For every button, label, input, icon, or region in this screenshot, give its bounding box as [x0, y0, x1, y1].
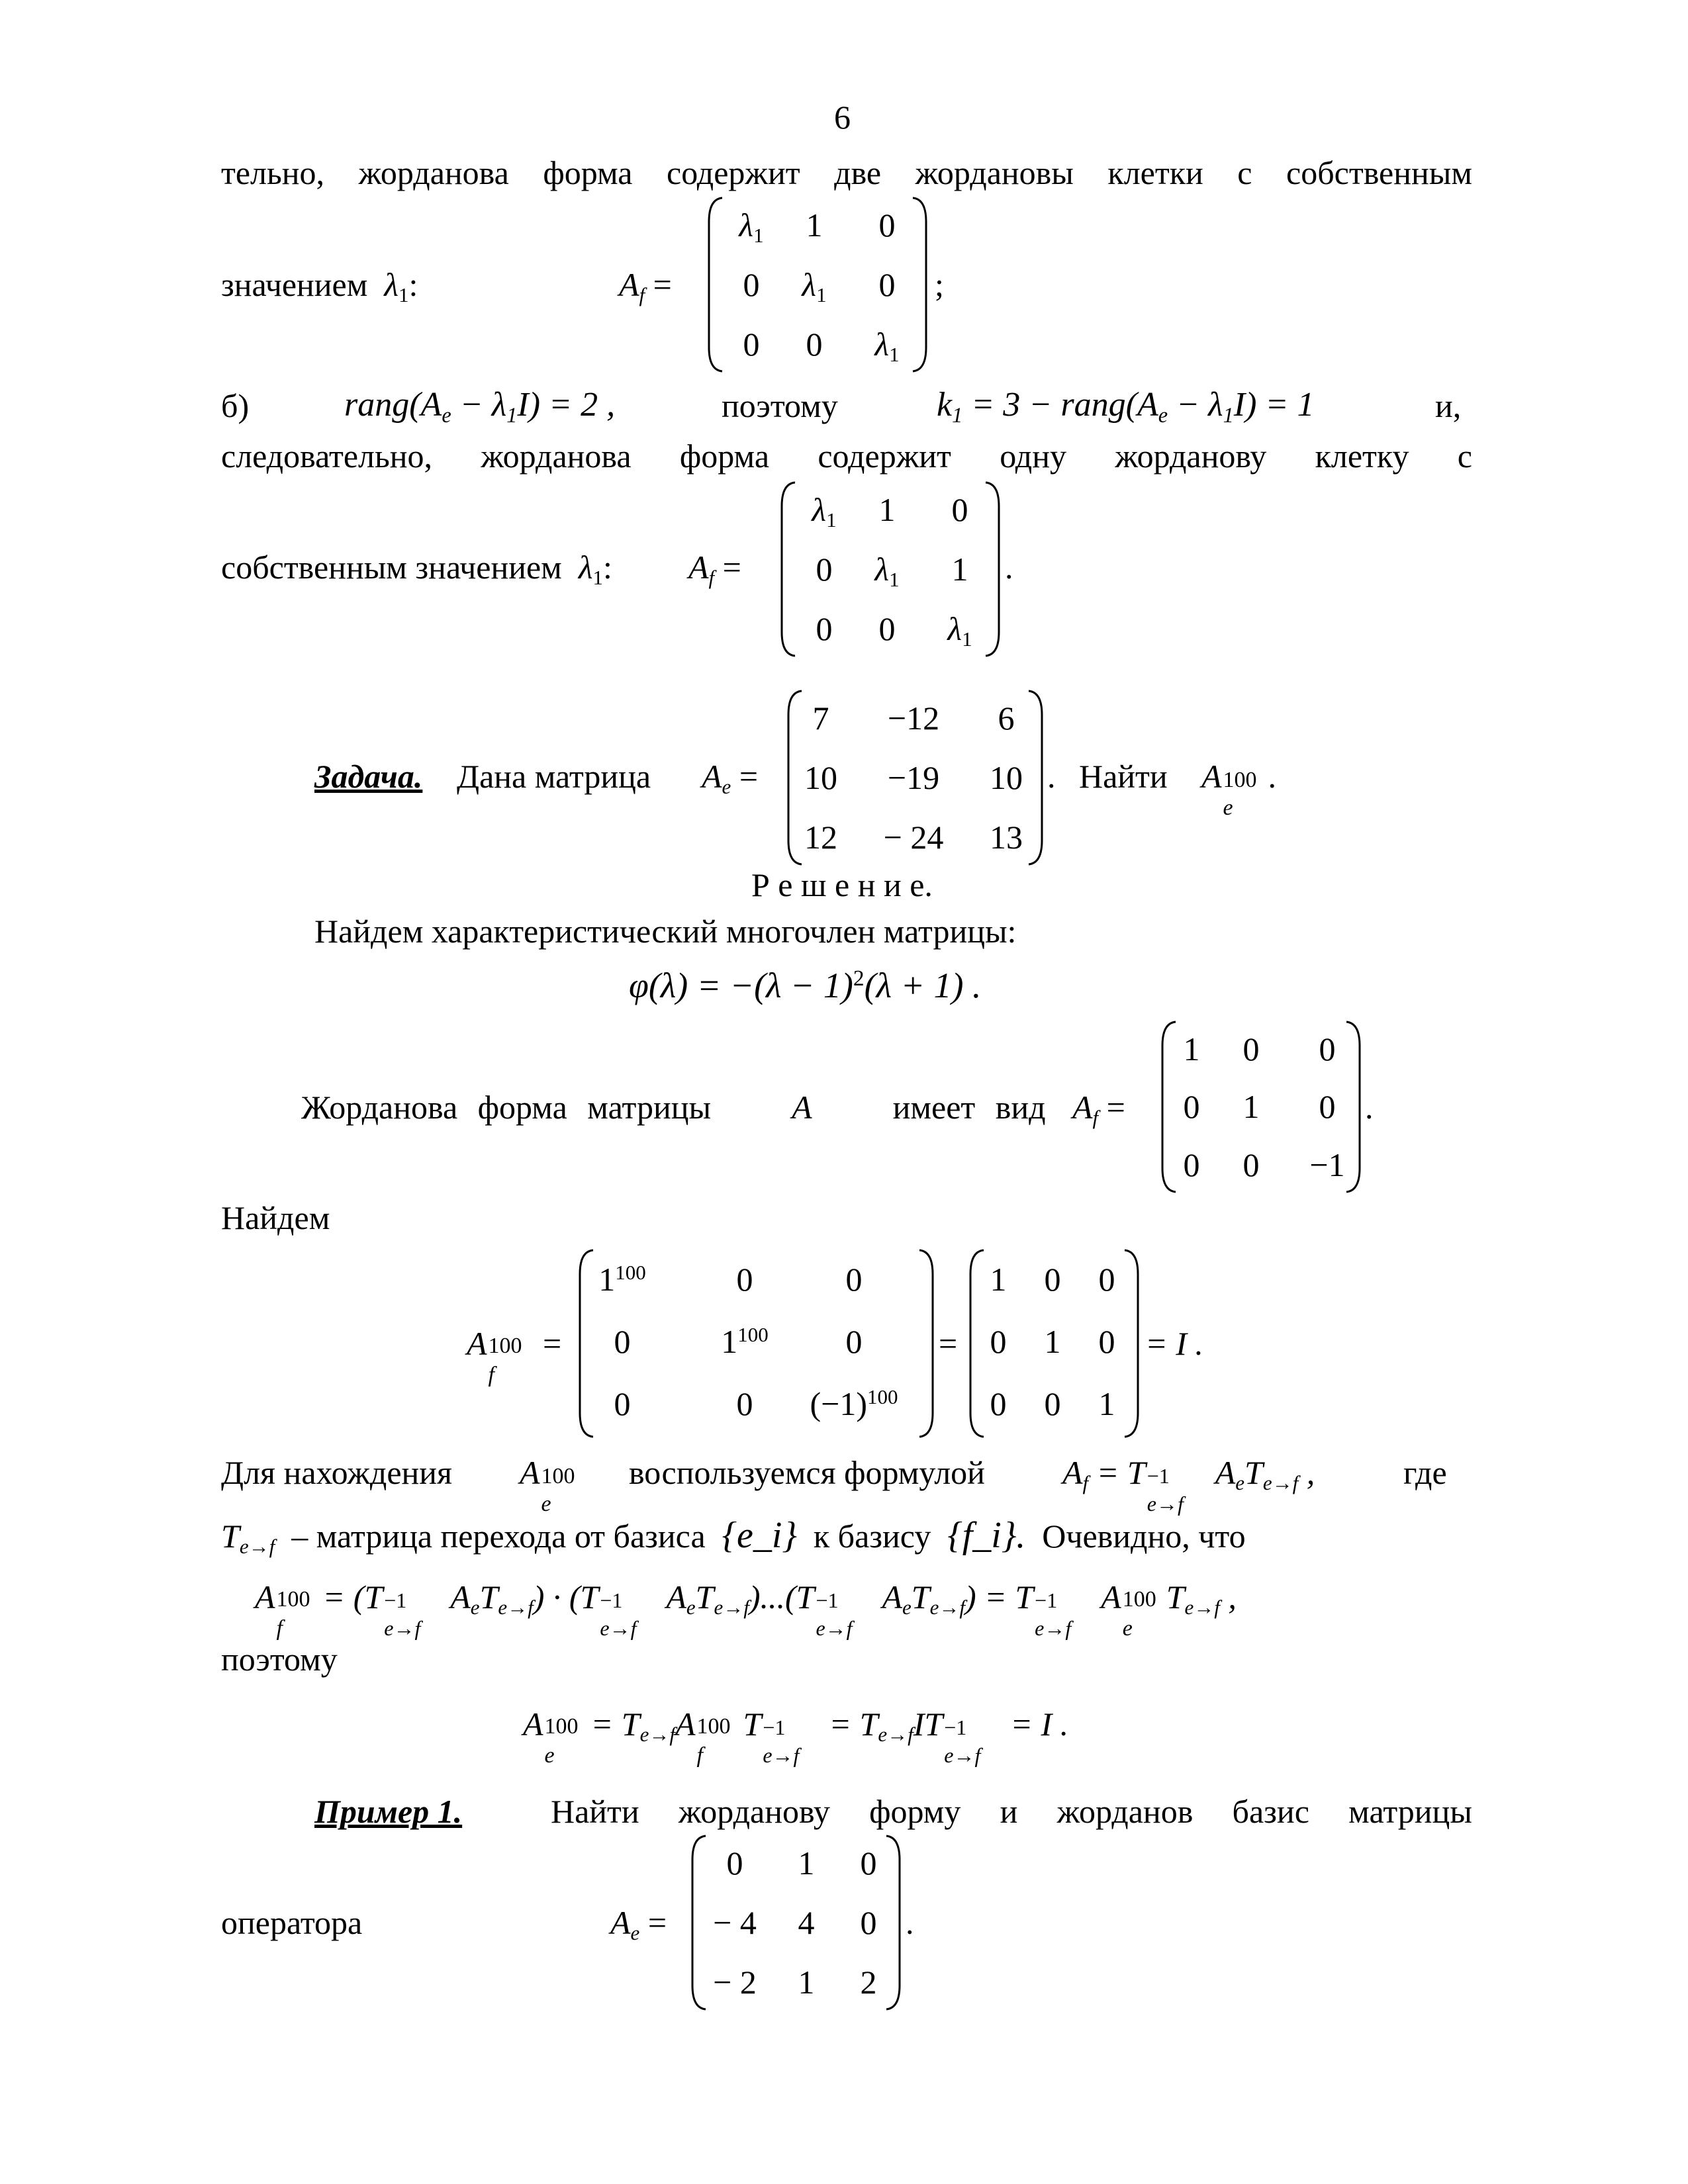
- matrix-cell: 0: [1183, 1146, 1200, 1183]
- example-word: жорданов: [1056, 1793, 1194, 1830]
- case-a-tail: ;: [935, 266, 944, 303]
- matrix-cell: − 4: [713, 1904, 757, 1941]
- matrix-cell: 0: [860, 1844, 877, 1882]
- matrix-cell: 0: [1319, 1030, 1336, 1068]
- matrix-cell: 6: [998, 700, 1015, 737]
- therefore-word: поэтому: [722, 387, 838, 424]
- power-lhs: A 100 f =: [467, 1325, 562, 1387]
- matrix-cell: $\lambda_1$: [739, 206, 764, 248]
- matrix-cell: 0: [1098, 1261, 1115, 1298]
- jordan-sentence: Жорданова форма матрицы A имеет вид: [301, 1089, 1046, 1126]
- matrix-cell: 1: [806, 206, 823, 244]
- right-parenthesis: [919, 1250, 933, 1437]
- top-line-word: форма: [543, 154, 633, 191]
- matrix-cell: −19: [887, 759, 940, 796]
- matrix-example: [688, 1833, 904, 2012]
- case-b-line2-word: содержит: [818, 437, 951, 475]
- top-line-word: две: [834, 154, 882, 191]
- matrix-cell: 0: [736, 1261, 753, 1298]
- top-line-word: с: [1237, 154, 1252, 191]
- case-b-line2: [221, 439, 1472, 473]
- case-b-line2-word: форма: [679, 437, 770, 475]
- formula-var: A 100 e: [520, 1454, 575, 1516]
- task-find-target: A 100 e .: [1201, 758, 1277, 820]
- operator-word: оператора: [221, 1904, 363, 1941]
- formula-where: где: [1403, 1454, 1447, 1491]
- case-b-line2-word: жорданова: [481, 437, 632, 475]
- matrix-cell: 0: [990, 1323, 1007, 1360]
- matrix-cell: 1: [951, 551, 968, 588]
- matrix-cell: −1: [1309, 1146, 1345, 1183]
- example-word: жорданову: [678, 1793, 830, 1830]
- matrix-cell: 1: [1044, 1323, 1061, 1360]
- matrix-cell: 1: [1183, 1030, 1200, 1068]
- case-b-line2-word: жорданову: [1115, 437, 1267, 475]
- matrix-cell: 0: [1243, 1146, 1260, 1183]
- page-number: 6: [834, 99, 851, 136]
- jordan-word: вид: [995, 1089, 1046, 1126]
- task-tail: .: [1047, 758, 1056, 795]
- matrix-cell: $1^{100}$: [721, 1322, 769, 1360]
- case-b-line2-word: с: [1457, 437, 1472, 475]
- matrix-cell: 0: [816, 551, 833, 588]
- matrix-cell: $1^{100}$: [598, 1260, 646, 1298]
- matrix-case-a: [705, 195, 930, 374]
- case-b-lhs: $A_f$ =: [688, 549, 741, 590]
- solution-title: Р е ш е н и е.: [751, 866, 933, 903]
- matrix-cell: 0: [845, 1323, 863, 1360]
- rank-expression: $rang(A_e - \lambda_1I) = 2$ ,: [344, 386, 616, 427]
- example-word: матрицы: [1348, 1793, 1472, 1830]
- matrix-cell: 0: [743, 326, 760, 363]
- jordan-lhs: $A_f$ =: [1072, 1089, 1125, 1130]
- example-word: и: [1000, 1793, 1018, 1830]
- task-given: Дана матрица: [457, 758, 651, 795]
- top-line-word: содержит: [667, 154, 800, 191]
- jordan-word: Жорданова: [301, 1089, 458, 1126]
- example-tail: .: [906, 1904, 914, 1941]
- case-b-label3: собственным значением $\lambda_1$:: [221, 549, 612, 590]
- matrix-cell: 4: [798, 1904, 815, 1941]
- matrix-cell: 2: [860, 1964, 877, 2001]
- case-b-line2-word: клетку: [1315, 437, 1409, 475]
- case-a-lhs: $A_f$ =: [619, 266, 672, 307]
- matrix-cell: 0: [1183, 1088, 1200, 1125]
- matrix-cell: 0: [1044, 1385, 1061, 1422]
- case-b-line2-word: следовательно,: [221, 437, 433, 475]
- task-find: Найти: [1079, 758, 1168, 795]
- matrix-cell: 0: [951, 491, 968, 528]
- top-line-word: тельно,: [221, 154, 325, 191]
- task-heading: Задача.: [314, 758, 423, 795]
- matrix-cell: $\lambda_1$: [874, 551, 900, 592]
- top-line-word: жорданова: [358, 154, 509, 191]
- example-heading: Пример 1.: [314, 1793, 463, 1830]
- matrix-cell: 0: [860, 1904, 877, 1941]
- therefore-word-2: поэтому: [221, 1641, 338, 1678]
- matrix-cell: 0: [878, 610, 896, 647]
- find-word: Найдем: [221, 1199, 330, 1236]
- matrix-cell: 0: [1044, 1261, 1061, 1298]
- formula-main: $A_f = T$ −1 e→f $A_eT_{e\to f}$ ,: [1062, 1454, 1315, 1516]
- formula-intro: Для нахождения: [221, 1454, 453, 1491]
- matrix-cell: $\lambda_1$: [874, 326, 900, 367]
- formula-mid: воспользуемся формулой: [629, 1454, 985, 1491]
- example-lhs: $A_e$ =: [610, 1904, 667, 1945]
- char-intro: Найдем характеристический многочлен матрицы:: [314, 913, 1017, 950]
- matrix-cell: 12: [804, 819, 837, 856]
- matrix-cell: − 24: [883, 819, 944, 856]
- power-rhs: = I .: [1145, 1325, 1203, 1362]
- matrix-cell: $(-1)^{100}$: [810, 1385, 898, 1422]
- matrix-cell: 0: [878, 206, 896, 244]
- product-formula: A 100 f = (T −1 e→f $A_eT_{e\to f}) \cdot (T$ −1 e→f $A_eT_{e\to f})...(T$ −1 e→f $A_eT_{e\to f}) = T$ −1 e→f A 100 e $T_{e\to f}$ ,: [255, 1578, 1237, 1641]
- matrix-cell: 1: [1098, 1385, 1115, 1422]
- matrix-case-b: [778, 480, 1003, 659]
- matrix-cell: $\lambda_1$: [812, 491, 837, 532]
- matrix-cell: 1: [990, 1261, 1007, 1298]
- char-poly: $\varphi(\lambda) = -(\lambda - 1)^2(\lambda + 1)$ .: [629, 966, 982, 1005]
- top-line-word: клетки: [1107, 154, 1203, 191]
- matrix-cell: 10: [804, 759, 837, 796]
- case-a-label: значением $\lambda_1$:: [221, 266, 418, 307]
- matrix-cell: $\lambda_1$: [802, 266, 827, 307]
- matrix-cell: 1: [798, 1964, 815, 2001]
- matrix-power-2: [966, 1248, 1142, 1439]
- matrix-power-1: [576, 1248, 937, 1439]
- matrix-cell: 0: [1319, 1088, 1336, 1125]
- matrix-cell: 0: [1243, 1030, 1260, 1068]
- case-b-label: б): [221, 387, 250, 424]
- matrix-cell: 0: [816, 610, 833, 647]
- matrix-cell: 10: [990, 759, 1023, 796]
- k-expression: $k_1 = 3$ − $rang(A_e - \lambda_1I) = 1$: [937, 386, 1315, 427]
- matrix-cell: 0: [990, 1385, 1007, 1422]
- case-b-line2-word: одну: [1000, 437, 1066, 475]
- matrix-cell: 0: [614, 1385, 631, 1422]
- matrix-cell: −12: [887, 700, 940, 737]
- example-word: Найти: [551, 1793, 639, 1830]
- matrix-cell: 1: [1243, 1088, 1260, 1125]
- case-b-tail: .: [1005, 549, 1013, 586]
- jordan-tail: .: [1365, 1089, 1374, 1126]
- matrix-cell: − 2: [713, 1964, 757, 2001]
- matrix-cell: 1: [878, 491, 896, 528]
- matrix-cell: 0: [726, 1844, 743, 1882]
- matrix-cell: 13: [990, 819, 1023, 856]
- top-text-line: [221, 156, 1472, 189]
- matrix-cell: 0: [1098, 1323, 1115, 1360]
- and-word: и,: [1435, 387, 1462, 424]
- matrix-cell: 0: [878, 266, 896, 303]
- matrix-cell: 0: [614, 1323, 631, 1360]
- jordan-word: имеет: [892, 1089, 976, 1126]
- final-formula: A 100 e = $T_{e\to f}A$ 100 f T −1 e→f = $T_{e\to f}IT$ −1 e→f = I .: [523, 1706, 1069, 1768]
- top-line-word: собственным: [1286, 154, 1472, 191]
- matrix-jordan: [1158, 1019, 1364, 1195]
- top-line-word: жордановы: [915, 154, 1074, 191]
- matrix-cell: 0: [743, 266, 760, 303]
- matrix-cell: $\lambda_1$: [947, 610, 972, 651]
- example-word: форму: [869, 1793, 961, 1830]
- jordan-word: форма: [477, 1089, 567, 1126]
- matrix-cell: 0: [845, 1261, 863, 1298]
- power-eq2: =: [939, 1325, 958, 1362]
- matrix-cell: 0: [736, 1385, 753, 1422]
- matrix-cell: 7: [812, 700, 829, 737]
- example-words: [551, 1795, 1472, 1828]
- example-word: базис: [1232, 1793, 1309, 1830]
- transition-line: $T_{e\to f}$ – матрица перехода от базиса {e_i} к базису {f_i}. Очевидно, что: [221, 1515, 1246, 1559]
- jordan-word: матрицы: [587, 1089, 712, 1126]
- matrix-cell: 1: [798, 1844, 815, 1882]
- matrix-cell: 0: [806, 326, 823, 363]
- matrix-task: [784, 688, 1046, 867]
- task-lhs: $A_e$ =: [702, 758, 759, 799]
